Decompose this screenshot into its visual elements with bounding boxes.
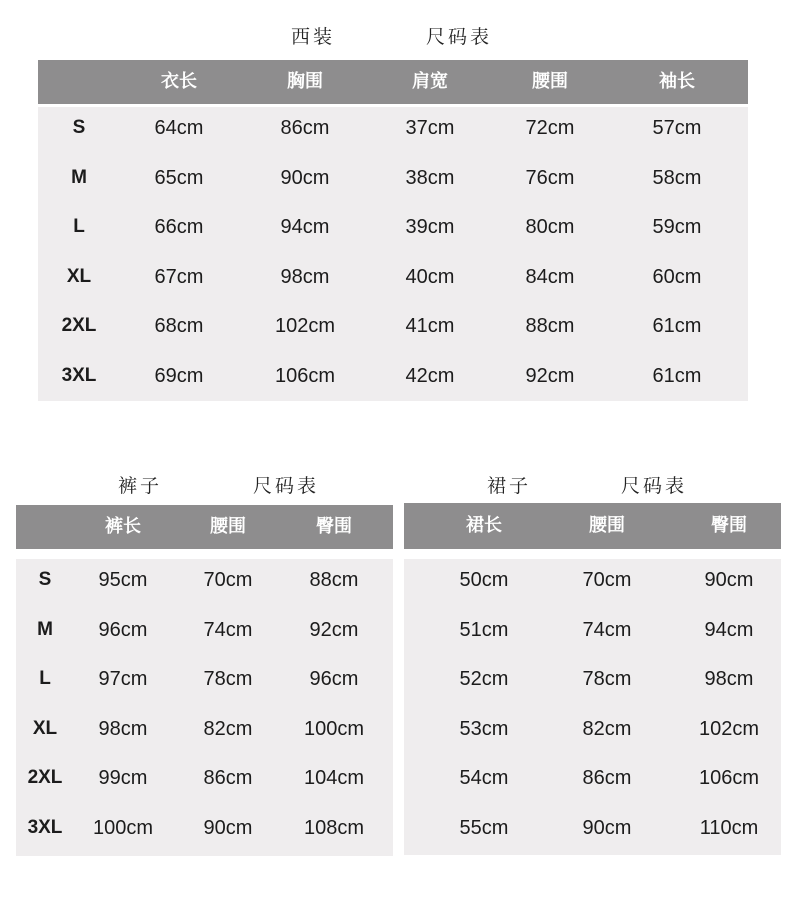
table-cell: 90cm <box>203 817 253 839</box>
table-header-row <box>404 503 781 549</box>
table-cell: 106cm <box>274 365 336 387</box>
column-header: 肩宽 <box>412 71 448 92</box>
table-cell: 98cm <box>98 717 148 740</box>
size-label: XL <box>66 265 92 287</box>
table-body <box>16 559 393 856</box>
table-cell: 92cm <box>525 365 575 387</box>
table-cell: 69cm <box>154 365 204 387</box>
table-cell: 61cm <box>652 365 702 387</box>
skirt-title: 裙子 <box>487 475 532 497</box>
table-cell: 94cm <box>704 618 754 641</box>
column-header: 腰围 <box>532 71 568 92</box>
size-label: S <box>72 117 86 138</box>
table-cell: 108cm <box>303 817 365 839</box>
table-cell: 92cm <box>309 618 359 641</box>
table-cell: 86cm <box>280 117 330 139</box>
table-cell: 90cm <box>704 569 754 591</box>
table-cell: 37cm <box>405 117 455 139</box>
table-cell: 61cm <box>652 315 702 338</box>
table-cell: 88cm <box>309 569 359 591</box>
table-cell: 98cm <box>704 668 754 691</box>
column-header: 腰围 <box>589 515 625 536</box>
table-cell: 66cm <box>154 216 204 239</box>
table-cell: 70cm <box>582 569 632 591</box>
table-cell: 78cm <box>582 668 632 691</box>
table-cell: 99cm <box>98 767 148 790</box>
column-header: 胸围 <box>287 71 323 92</box>
size-label: 2XL <box>27 767 63 789</box>
table-header-row <box>16 505 393 549</box>
table-cell: 41cm <box>405 315 455 338</box>
table-cell: 100cm <box>303 717 365 740</box>
table-cell: 39cm <box>405 216 455 239</box>
table-body <box>404 559 781 855</box>
table-cell: 60cm <box>652 265 702 288</box>
size-label: XL <box>32 717 58 739</box>
table-cell: 94cm <box>280 216 330 239</box>
table-cell: 84cm <box>525 265 575 288</box>
table-cell: 42cm <box>405 365 455 387</box>
column-header: 腰围 <box>210 516 246 537</box>
table-cell: 96cm <box>309 668 359 691</box>
table-cell: 106cm <box>698 767 760 790</box>
suit-title: 西装 <box>291 26 336 48</box>
table-cell: 65cm <box>154 166 204 189</box>
size-label: S <box>38 569 52 590</box>
table-cell: 57cm <box>652 117 702 139</box>
column-header: 裙长 <box>466 515 502 536</box>
table-cell: 102cm <box>274 315 336 338</box>
table-header-row <box>38 60 748 104</box>
table-cell: 52cm <box>459 668 509 691</box>
table-cell: 74cm <box>203 618 253 641</box>
size-label: 2XL <box>61 315 97 337</box>
table-cell: 74cm <box>582 618 632 641</box>
table-body <box>38 107 748 401</box>
pants-title-chart: 尺码表 <box>253 475 320 497</box>
column-header: 裤长 <box>105 516 141 537</box>
table-cell: 78cm <box>203 668 253 691</box>
table-cell: 68cm <box>154 315 204 338</box>
table-cell: 38cm <box>405 166 455 189</box>
table-cell: 102cm <box>698 717 760 740</box>
table-cell: 86cm <box>582 767 632 790</box>
table-cell: 96cm <box>98 618 148 641</box>
suit-title-chart: 尺码表 <box>426 26 493 48</box>
table-cell: 55cm <box>459 817 509 839</box>
table-cell: 50cm <box>459 569 509 591</box>
table-cell: 104cm <box>303 767 365 790</box>
table-cell: 67cm <box>154 265 204 288</box>
column-header: 衣长 <box>161 71 197 92</box>
size-label: L <box>39 668 51 690</box>
column-header: 臀围 <box>711 515 747 536</box>
size-label: L <box>73 216 85 238</box>
table-cell: 97cm <box>98 668 148 691</box>
column-header: 臀围 <box>316 516 352 537</box>
skirt-title-chart: 尺码表 <box>621 475 688 497</box>
table-cell: 90cm <box>280 166 330 189</box>
table-cell: 80cm <box>525 216 575 239</box>
table-cell: 53cm <box>459 717 509 740</box>
table-cell: 54cm <box>459 767 509 790</box>
table-cell: 90cm <box>582 817 632 839</box>
table-cell: 70cm <box>203 569 253 591</box>
table-cell: 110cm <box>699 817 759 839</box>
size-label: M <box>71 166 87 188</box>
table-cell: 59cm <box>652 216 702 239</box>
table-cell: 64cm <box>154 117 204 139</box>
size-label: M <box>37 618 53 640</box>
table-cell: 98cm <box>280 265 330 288</box>
size-label: 3XL <box>27 817 63 838</box>
column-header: 袖长 <box>659 71 695 92</box>
table-cell: 51cm <box>459 618 509 641</box>
table-cell: 76cm <box>525 166 575 189</box>
table-cell: 100cm <box>92 817 154 839</box>
table-cell: 72cm <box>525 117 575 139</box>
table-cell: 40cm <box>405 265 455 288</box>
table-cell: 88cm <box>525 315 575 338</box>
size-label: 3XL <box>61 365 97 386</box>
table-cell: 82cm <box>582 717 632 740</box>
pants-title: 裤子 <box>118 475 163 497</box>
table-cell: 95cm <box>98 569 148 591</box>
table-cell: 82cm <box>203 717 253 740</box>
table-cell: 58cm <box>652 166 702 189</box>
table-cell: 86cm <box>203 767 253 790</box>
